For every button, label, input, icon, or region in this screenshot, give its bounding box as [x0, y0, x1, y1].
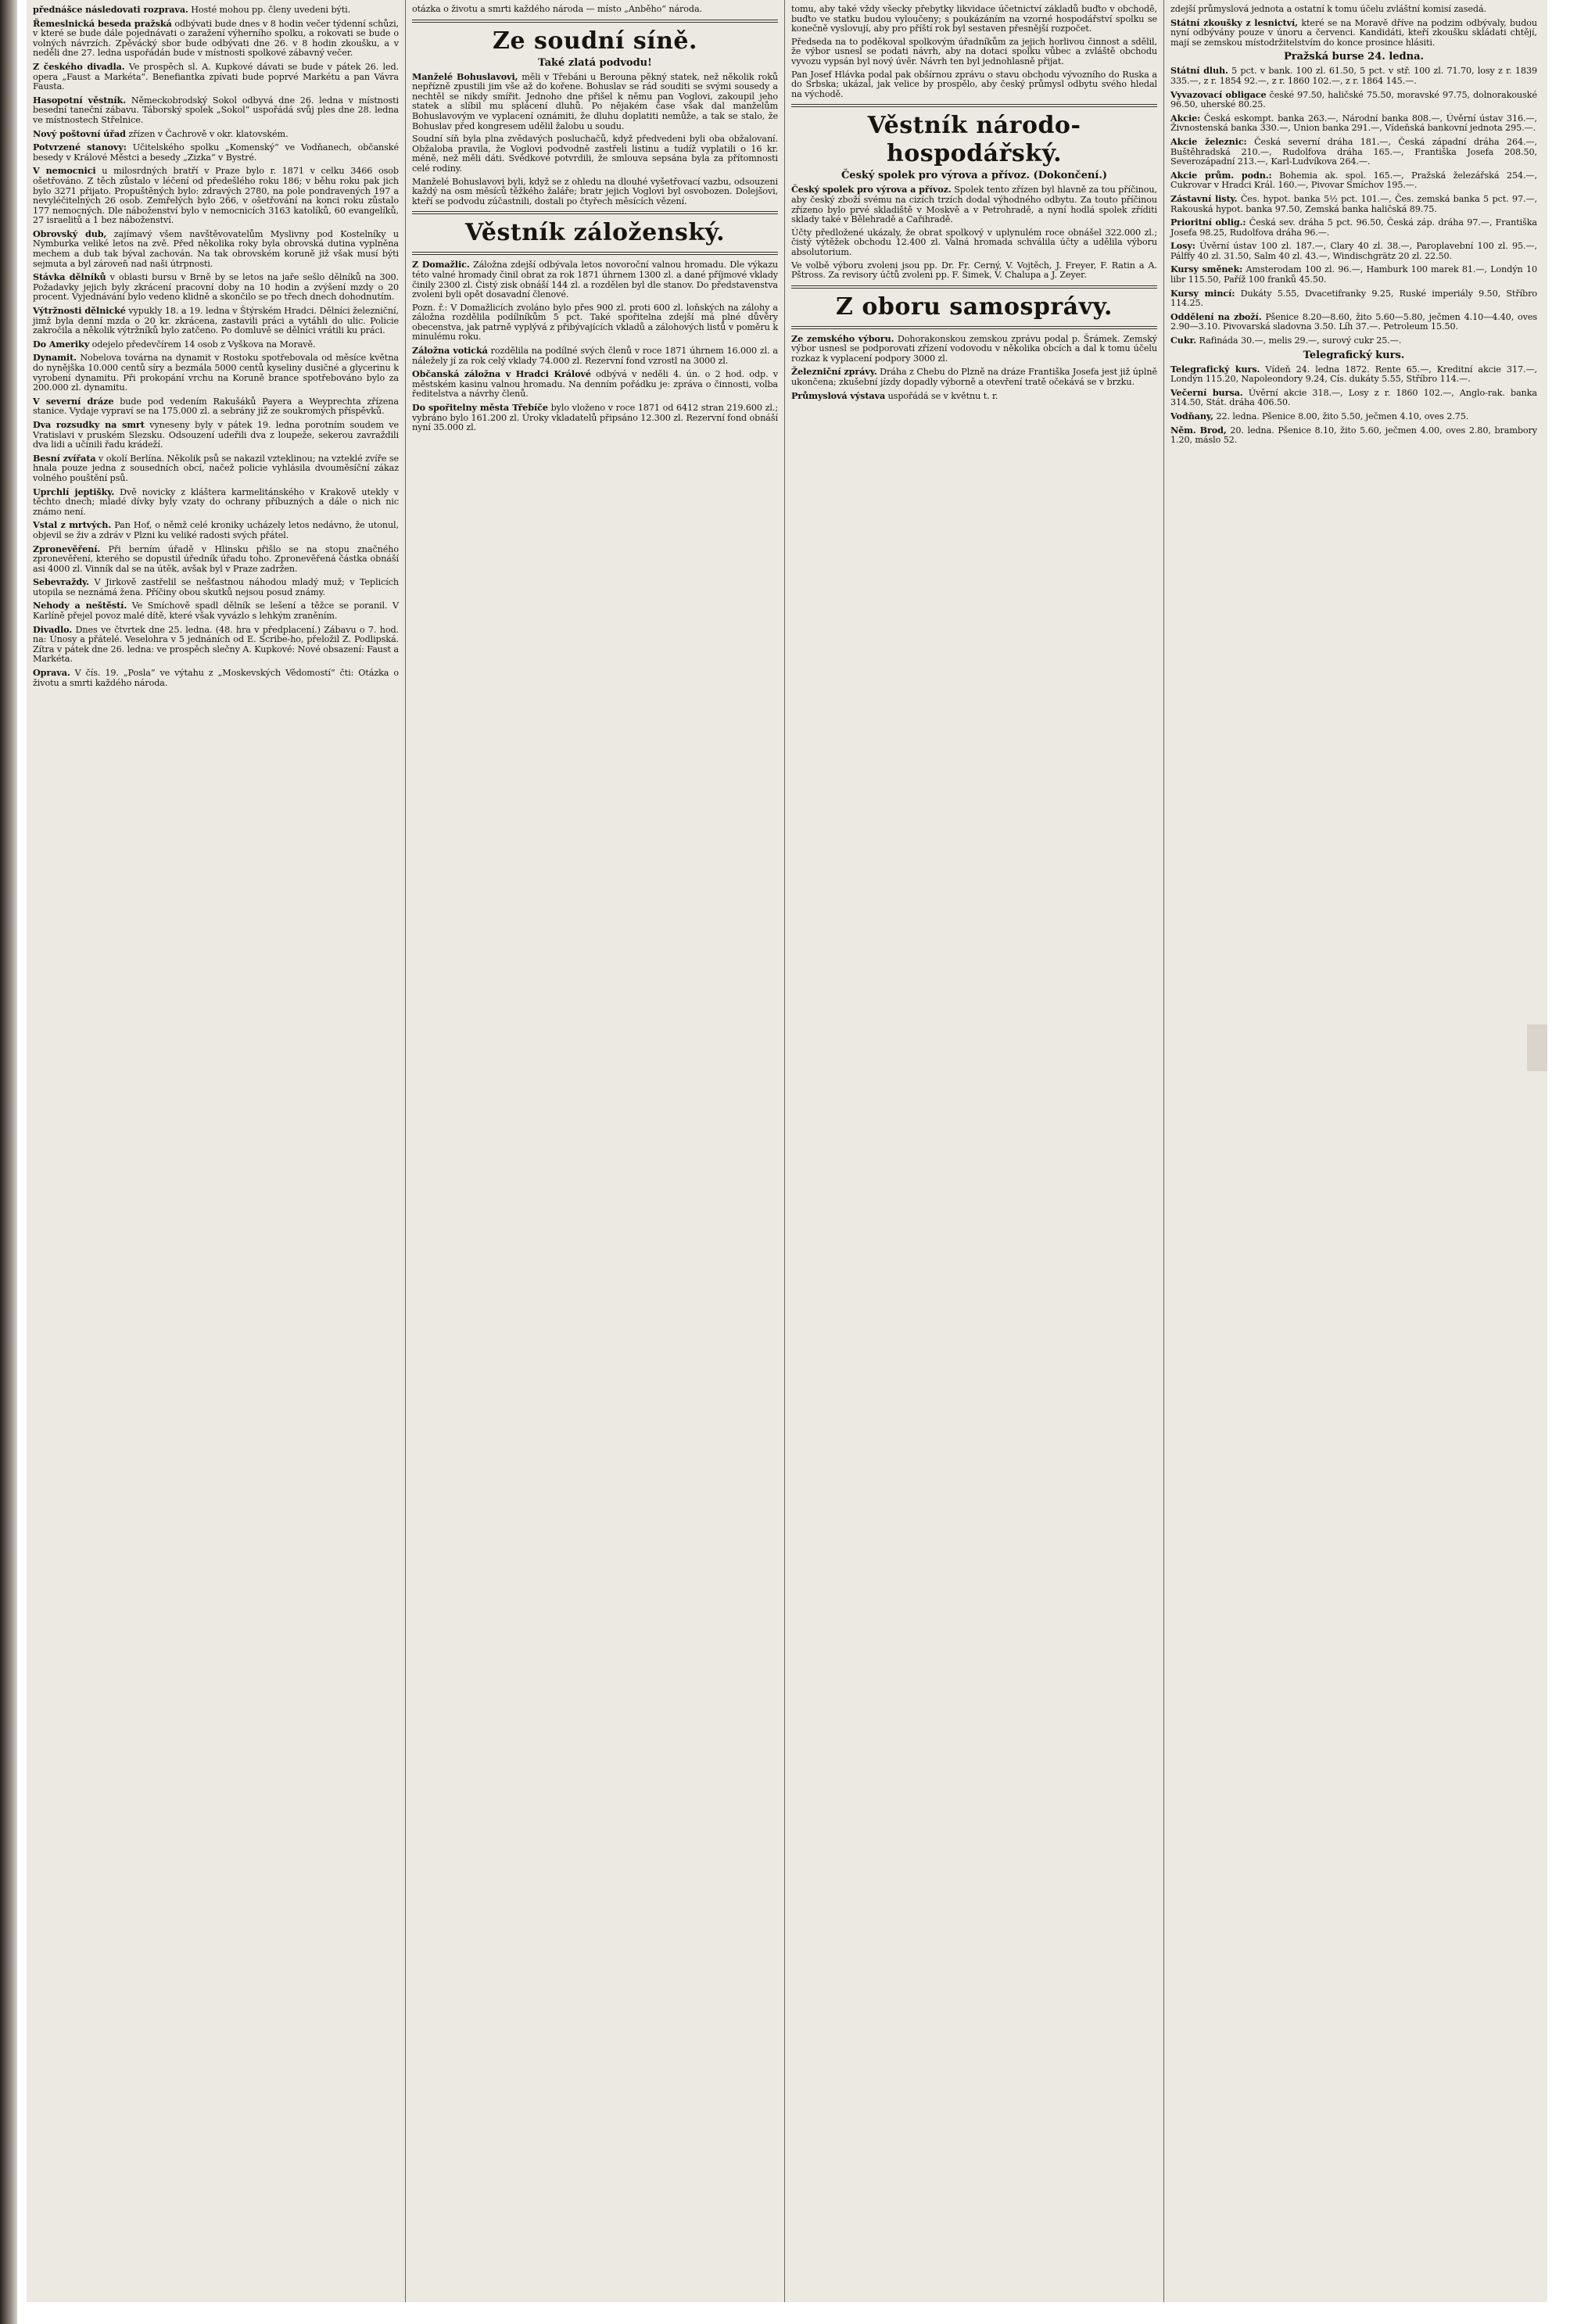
article-heading: Kursy mincí: [1170, 287, 1235, 299]
article-paragraph [1170, 364, 1537, 385]
article-text: Nobelova továrna na dynamit v Rostoku spotřebovala od měsíce května do nynějška 10.000 centů síry a bezmála 5000 centů kyseliny dusičné a glycerinu k vyrobení dynamitu. Při prokopání vrchu na Koruně brance spotřebováno bylo za 200.000 zl. dynamitu. [33, 353, 399, 393]
section-title-burse: Pražská burse 24. ledna. [1283, 51, 1425, 63]
article-text: V čís. 19. „Posla“ ve výtahu z „Moskevských Vědomostí“ čti: Otázka o životu a smrti každého národa. [33, 668, 399, 688]
article-text: Předseda na to poděkoval spolkovým úřadníkům za jejich horlivou činnost a sdělil, že výbor usnesl se podati návrh, aby na dotaci spolku vůbec a zvláště obchodu vyvozu vypsán byl nový úvěr. Návrh ten byl jednohlasně přijat. [791, 36, 1157, 66]
article-paragraph [412, 403, 778, 433]
column-2-top [412, 5, 778, 15]
section-rule [412, 20, 778, 23]
section-rule [791, 326, 1157, 329]
article-text: měli v Třebáni u Berouna pěkný statek, než několik roků nepřízně zpustili jim vše až do kořene. Bohuslav se rád souditi se svými sousedy a nechtěl se nikdy smířit. Jednoho dne přišel k němu pan Voglovi, zakoupil jeho statek a slíbil mu splácení dluhů. Po nějakém čase však dal manželům Bohuslavovým ve vyplacení oznámiti, že dluhu doplatiti nemůže, a tak se stalo, že Bohuslav před kongresem udělil žalobu u soudu. [412, 71, 778, 131]
article-text: Soudní síň byla plna zvědavých posluchačů, když předvedeni byli oba obžalovaní. Obžaloba pravila, že Voglovi podvodně zastřeli listinu a tudíž vyplatili o 16 kr. méně, než měli dáti. Svědkové potvrdili, že smlouva sepsána byla za přítomnosti celé rodiny. [412, 134, 778, 174]
article-heading: Do spořitelny města Třebíče [412, 402, 548, 414]
article-text: Dohorakonskou zemskou zprávu podal p. Šrámek. Zemský výbor usnesl se podporovati zřízení vodovodu v několika obcích a dal k tomu účelu rozkaz k vyplacení podpory 3000 zl. [791, 333, 1157, 364]
article-paragraph [791, 391, 1157, 402]
article-heading: Železniční zprávy. [791, 366, 877, 378]
column-4 [1164, 0, 1543, 2302]
article-heading: Ze zemského výboru. [791, 332, 894, 344]
article-text: tomu, aby také vždy všecky přebytky likvidace účetnictví základů buďto v obchodě, buďto ve statku budou vyloučeny; s poukázáním na vzorné hospodářství spolku se konečně vyslovují, aby pro příští rok byl sestaven přesnější rozpočet. [791, 4, 1157, 34]
article-paragraph [1170, 90, 1537, 110]
article-text: vyneseny byly v pátek 19. ledna porotním soudem ve Vratislavi v pruském Slezsku. Odsouzení udeřili dva z loupeže, sekerou zavraždili dva lidi a učinili řadu krádeží. [33, 419, 399, 450]
article-heading: Záložna votická [412, 345, 488, 357]
article-paragraph [33, 166, 399, 226]
zalozensky-articles [412, 260, 778, 433]
article-text: 5 pct. v bank. 100 zl. 61.50, 5 pct. v stř. 100 zl. 71.70, losy z r. 1839 335.—, z r. 1854 92.—, z r. 1860 102.—, z r. 1864 145.—. [1170, 66, 1537, 86]
article-text: vypukly 18. a 19. ledna v Štýrském Hradci. Dělníci železniční, jimž byla denní mzda o 20 kr. zkrácena, zastavili práci a vytáhli do ulic. Policie zakročila a několik výtržníků bylo zatčeno. Po domluvě se dělníci vrátili ku práci. [33, 306, 399, 336]
article-text: Rafináda 30.—, melis 29.—, surový cukr 25.—. [1199, 335, 1402, 346]
article-heading: Losy: [1170, 240, 1195, 252]
column-layout [27, 0, 1547, 2302]
article-text: odbývati bude dnes v 8 hodin večer týdenní schůzi, v které se bude dále pojednávati o zaražení výherního spolku, a rokovati se bude o volných návrzích. Zpěvácký sbor bude odbývati dne 26. v 8 hodin zkoušku, a v neděli dne 27. ledna uspořádán bude v místnosti spolkové zábavný večer. [33, 18, 399, 59]
article-paragraph [791, 185, 1157, 224]
article-text: Dráha z Chebu do Plzně na dráze Františka Josefa jest již úplně ukončena; zkušební jízdy dopadly výborně a otevření tratě očekává se v brzku. [791, 367, 1157, 388]
article-heading: Oddělení na zboží. [1170, 310, 1262, 322]
article-heading: Potvrzené stanovy: [33, 142, 127, 153]
article-heading: Sebevraždy. [33, 576, 89, 588]
article-text: Pšenice 8.20—8.60, žito 5.60—5.80, ječmen 4.10—4.40, oves 2.90—3.10. Pivovarská sladovna 3.50. Líh 37.—. Petroleum 15.50. [1170, 311, 1537, 332]
article-text: Pozn. ř.: V Domažlicích zvoláno bylo přes 900 zl. proti 600 zl. loňských na zálohy a záložna rozdělila podílníkům 5 pct. Také spořitelna zdejší má plné důvěry obecenstva, jak patrně vyplývá z přibývajících vkladů a zálohových listů v poměru k minulému roku. [412, 302, 778, 343]
article-paragraph [33, 142, 399, 163]
article-heading: V nemocnici [33, 165, 96, 177]
article-paragraph [1170, 388, 1537, 408]
column-1 [27, 0, 406, 2302]
article-text: Česká eskompt. banka 263.—, Národní banka 808.—, Úvěrní ústav 316.—, Živnostenská banka 330.—, Union banka 291.—, Vídeňská bankovní jednota 295.—. [1170, 113, 1537, 134]
section-title-zalozensky: Věstník záloženský. [464, 219, 726, 247]
article-paragraph [33, 454, 399, 484]
article-heading: Kursy směnek: [1170, 264, 1243, 275]
article-paragraph [33, 668, 399, 688]
article-text: které se na Moravě dříve na podzim odbývaly, budou nyní odbývány pouze v únoru a červenci. Kandidáti, kteří zkoušku skládati chtějí, mají se zemskou místodržitelstvím do konce prosince hlásiti. [1170, 17, 1537, 48]
narodo-articles [791, 185, 1157, 280]
article-text: V Jirkově zastřelil se nešťastnou náhodou mladý muž; v Teplicích utopila se neznámá žena. Příčiny obou skutků nejsou posud známy. [33, 577, 399, 597]
article-paragraph [1170, 18, 1537, 48]
article-paragraph [1170, 5, 1537, 15]
article-paragraph [33, 62, 399, 92]
article-paragraph [412, 5, 778, 15]
article-paragraph [412, 72, 778, 132]
article-paragraph [1170, 335, 1537, 346]
article-paragraph [33, 339, 399, 350]
article-text: zdejší průmyslová jednota a ostatní k tomu účelu zvláštní komisí zasedá. [1170, 4, 1486, 14]
article-heading: Zástavní listy. [1170, 192, 1238, 204]
article-text: Pan Hof, o němž celé kroniky ucházely letos nedávno, že utonul, objevil se živ a zdráv v Plzni ku veliké radosti svých přátel. [33, 520, 399, 540]
article-heading: Večerní bursa. [1170, 386, 1243, 398]
article-heading: Z Domažlic. [412, 259, 470, 271]
article-text: Účty předložené ukázaly, že obrat spolkový v uplynulém roce obnášel 322.000 zl.; čistý výtěžek obchodu 12.400 zl. Valná hromada schválila účty a udělila výboru absolutorium. [791, 227, 1157, 257]
article-heading: Vyvazovací obligace [1170, 88, 1267, 100]
article-paragraph [33, 487, 399, 518]
telegraf-articles [1170, 364, 1537, 446]
article-text: otázka o životu a smrti každého národa — místo „Anběho“ národa. [412, 4, 702, 14]
article-heading: Oprava. [33, 667, 70, 679]
article-paragraph [791, 334, 1157, 364]
article-paragraph [33, 544, 399, 575]
article-heading: Akcie prům. podn.: [1170, 169, 1272, 181]
section-title-soudni: Ze soudní síně. [493, 27, 697, 55]
article-text: Úvěrní ústav 100 zl. 187.—, Clary 40 zl. 38.—, Paroplavební 100 zl. 95.—, Pálffy 40 zl. 31.50, Salm 40 zl. 43.—, Windischgrätz 20 zl. 22.50. [1170, 241, 1538, 261]
article-paragraph [33, 353, 399, 393]
section-subtitle-narodo: Český spolek pro výrova a přívoz. (Dokončení.) [841, 170, 1108, 182]
article-paragraph [1170, 425, 1537, 446]
article-text: Bohemia ak. spol. 165.—, Pražská železářská 254.—, Cukrovar v Hradci Král. 160.—, Pivovar Smíchov 195.—. [1170, 170, 1537, 191]
article-paragraph [791, 70, 1157, 100]
article-paragraph [33, 229, 399, 269]
article-text: Česká sev. dráha 5 pct. 96.50, Česká záp. dráha 97.—, Františka Josefa 98.25, Rudolfova dráha 96.—. [1170, 217, 1537, 238]
article-paragraph [412, 134, 778, 174]
article-heading: Manželé Bohuslavovi, [412, 70, 518, 82]
section-rule [791, 104, 1157, 107]
soudni-articles [412, 72, 778, 207]
article-text: Ve Smíchově spadl dělník se lešení a těžce se poranil. V Karlíně přejel povoz malé dítě, které však vyvázlo s lehkým zraněním. [33, 601, 399, 622]
article-heading: Státní dluh. [1170, 65, 1228, 77]
article-heading: Nehody a neštěstí. [33, 600, 127, 611]
column-3-top [791, 5, 1157, 99]
article-heading: V severní dráze [33, 395, 114, 407]
article-paragraph [1170, 66, 1537, 86]
article-text: bylo vloženo v roce 1871 od 6412 stran 219.600 zl.; vybráno bylo 161.200 zl. Úroky vkladatelů připsáno 12.300 zl. Rezervní fond obnáší nyní 35.000 zl. [412, 403, 778, 433]
article-text: 22. ledna. Pšenice 8.00, žito 5.50, ječmen 4.10, oves 2.75. [1216, 411, 1469, 421]
article-paragraph [1170, 217, 1537, 238]
article-heading: Vodňany, [1170, 411, 1213, 421]
article-heading: Zpronevěření. [33, 543, 101, 554]
article-heading: Do Ameriky [33, 338, 90, 350]
newspaper-sheet [27, 0, 1547, 2302]
article-heading: Divadlo. [33, 623, 73, 635]
article-heading: Z českého divadla. [33, 60, 125, 72]
article-paragraph [791, 5, 1157, 34]
article-paragraph [1170, 241, 1537, 261]
article-text: Ve volbě výboru zvoleni jsou pp. Dr. Fr. Cerný, V. Vojtěch, J. Freyer, F. Ratin a A. Pštross. Za revisory účtů zvoleni pp. F. Šimek, V. Chalupa a J. Zeyer. [791, 260, 1157, 281]
article-heading: Dynamit. [33, 352, 77, 364]
article-heading: Nový poštovní úřad [33, 127, 126, 139]
article-heading: Stávka dělníků [33, 271, 106, 283]
burse-articles [1170, 66, 1537, 346]
article-paragraph [412, 346, 778, 366]
section-subtitle-soudni: Také zlatá podvodu! [538, 56, 652, 69]
section-rule [412, 252, 778, 255]
article-text: Ve prospěch sl. A. Kupkové dávati se bude v pátek 26. led. opera „Faust a Markéta“. Benefiantka zpívati bude poprvé Markétu a pan Vávra Fausta. [33, 61, 399, 92]
article-paragraph [33, 601, 399, 621]
article-paragraph [1170, 137, 1537, 167]
section-rule [412, 211, 778, 214]
article-paragraph [412, 369, 778, 400]
article-text: Česká severní dráha 181.—, Česká západní dráha 264.—, Buštěhradská 210.—, Rudolfova dráha 165.—, Františka Josefa 208.50, Severozápadní 213.—, Karl-Ludvíkova 264.—. [1170, 136, 1537, 167]
article-heading: Výtržnosti dělnické [33, 305, 126, 317]
article-text: Pan Josef Hlávka podal pak obšírnou zprávu o stavu obchodu vývozního do Ruska a do Srbska; ukázal, jak velice by prospělo, aby český průmysl odbytu svého hledal na východě. [791, 69, 1157, 99]
article-text: Záložna zdejší odbývala letos novoroční valnou hromadu. Dle výkazu této valné hromady činil obrat za rok 1871 úhrnem 1300 zl. a dané příjmové vklady činily 2300 zl. Čistý zisk obnáší 144 zl. a rozdělen byl dle stanov. Do představenstva zvoleni byli opět dosavadní členové. [412, 260, 778, 300]
article-paragraph [412, 178, 778, 207]
article-heading: přednášce následovati rozprava. [33, 4, 188, 15]
article-text: zajímavý všem navštěvovatelům Myslivny pod Kostelníky u Nymburka veliké letos na zvě. Před několika roky byla obrovská dutina vyplněna mechem a dub tak býval zachován. Na tak obrovském koruně již však musí býti sejmuta a byl zároveň nad naši útrpnosti. [33, 228, 399, 269]
article-text: zřízen v Čachrově v okr. klatovském. [128, 128, 289, 139]
article-text: Učitelského spolku „Komenský“ ve Vodňanech, občanské besedy v Králové Městci a besedy „Zizka“ v Bystré. [33, 142, 399, 163]
article-paragraph [1170, 289, 1537, 309]
article-text: Vídeň 24. ledna 1872. Rente 65.—, Kreditní akcie 317.—, Londýn 115.20, Napoleondory 9.24, Cís. dukáty 5.55, Stříbro 114.—. [1170, 364, 1537, 385]
samosprava-articles [791, 334, 1157, 402]
article-paragraph [791, 228, 1157, 258]
section-title-narodo: Věstník národo-hospodářský. [867, 112, 1081, 168]
article-text: Úvěrní akcie 318.—, Losy z r. 1860 102.—, Anglo-rak. banka 314.50, Stát. dráha 406.50. [1170, 387, 1537, 408]
article-heading: Řemeslnická beseda pražská [33, 17, 172, 29]
article-text: uspořádá se v květnu t. r. [887, 390, 998, 401]
article-paragraph [33, 129, 399, 140]
article-text: Dvě novicky z kláštera karmelitánského v Krakově utekly v těchto dnech; mladé dívky byly vzaty do ochrany příbuzných a dále o nich nic známo není. [33, 486, 399, 517]
article-text: Manželé Bohuslavovi byli, když se z ohledu na dlouhé vyšetřovací vazbu, odsouzeni každý na osm měsíců těžkého žaláře; bratr jejich Voglovi byl osvobozen. Dolejšovi, kteří se podvodu zúčastnili, dostali po čtyřech měsících vězení. [412, 176, 778, 206]
page-binding-edge [0, 0, 17, 2324]
article-text: Německobrodský Sokol odbyvá dne 26. ledna v místnosti besední taneční zábavu. Táborský spolek „Sokol“ uspořádá svůj ples dne 28. ledna ve místnostech Střelnice. [33, 95, 399, 125]
article-text: Při berním úřadě v Hlinsku přišlo se na stopu značného zpronevěření, kterého se dopustil úředník úřadu toho. Zpronevěřená částka obnáší asi 4000 zl. Vinník dal se na útěk, avšak byl v Praze zadržen. [33, 543, 399, 574]
column-3 [785, 0, 1164, 2302]
section-title-samosprava: Z oboru samosprávy. [836, 292, 1113, 321]
article-paragraph [33, 520, 399, 540]
section-rule [791, 285, 1157, 289]
article-heading: Vstal z mrtvých. [33, 519, 112, 531]
article-heading: Uprchlí jeptišky. [33, 486, 115, 497]
article-heading: Telegrafický kurs. [1170, 363, 1260, 375]
article-paragraph [33, 420, 399, 450]
article-paragraph [412, 303, 778, 343]
article-paragraph [33, 306, 399, 336]
article-text: bude pod vedením Rakušáků Payera a Weyprechta zřízena stanice. Vydaje vypraví se na 175.000 zl. a sebrány již ze soukromých příspěvků. [33, 396, 399, 417]
article-heading: Občanská záložna v Hradci Králové [412, 368, 591, 380]
article-paragraph [33, 5, 399, 16]
article-paragraph [1170, 312, 1537, 332]
article-text: Amsterodam 100 zl. 96.—, Hamburk 100 marek 81.—, Londýn 10 libr 115.50, Paříž 100 franků 45.50. [1170, 264, 1537, 285]
article-text: 20. ledna. Pšenice 8.10, žito 5.60, ječmen 4.00, oves 2.80, brambory 1.20, máslo 52. [1170, 425, 1537, 446]
article-text: Čes. hypot. banka 5½ pct. 101.—, Čes. zemská banka 5 pct. 97.—, Rakouská hypot. banka 97.50, Zemská banka haličská 89.75. [1170, 193, 1537, 214]
article-paragraph [1170, 411, 1537, 422]
article-heading: Státní zkoušky z lesnictví, [1170, 16, 1298, 28]
article-heading: Hasopotní věstník. [33, 94, 126, 106]
article-heading: Dva rozsudky na smrt [33, 418, 145, 430]
article-paragraph [33, 272, 399, 303]
article-paragraph [33, 19, 399, 59]
article-paragraph [33, 95, 399, 126]
article-paragraph [1170, 170, 1537, 191]
article-heading: Něm. Brod, [1170, 424, 1227, 436]
article-text: rozdělila na podílné svých členů v roce 1871 úhrnem 16.000 zl. a náležely jí za rok celý vklady 74.000 zl. Rezervní fond vzrostl na 3000 zl. [412, 346, 778, 366]
page-tape-mark [1527, 1024, 1547, 1071]
article-heading: Prioritní oblig.: [1170, 217, 1246, 228]
article-text: Dukáty 5.55, Dvacetifranky 9.25, Ruské imperiály 9.50, Stříbro 114.25. [1170, 288, 1537, 309]
article-text: odejelo předevčírem 14 osob z Vyškova na Moravě. [91, 339, 316, 350]
article-heading: Akcie železnic: [1170, 135, 1247, 147]
article-text: odbývá v neděli 4. ún. o 2 hod. odp. v městském kasinu valnou hromadu. Na denním pořádku je: zpráva o činnosti, volba ředitelstva a návrhy členů. [412, 369, 778, 400]
article-paragraph [1170, 264, 1537, 285]
article-paragraph [791, 367, 1157, 387]
article-heading: Obrovský dub, [33, 228, 107, 239]
article-heading: Český spolek pro výrova a přívoz. [791, 184, 952, 195]
article-heading: Cukr. [1170, 335, 1197, 346]
article-text: Hosté mohou pp. členy uvedeni býti. [191, 5, 351, 15]
article-paragraph [791, 261, 1157, 281]
article-text: Dnes ve čtvrtek dne 25. ledna. (48. hra v předplacení.) Zábavu o 7. hod. na: Únosy a přátelé. Veselohra v 5 jednáních od E. Scribe-ho, přeložil Z. Podlipská. Zítra v pátek dne 26. ledna: ve prospěch slečny A. Kupkové: Nové obsazení: Faust a Markéta. [33, 624, 399, 665]
article-paragraph [33, 577, 399, 597]
article-heading: Akcie: [1170, 112, 1201, 124]
article-text: Spolek tento zřízen byl hlavně za tou příčinou, aby český zboží svému na cizích trzích dodal výhodného odbytu. Za touto příčinou zřízeno bylo prvé skladiště v Moskvě a v Petrohradě, a nyní hodlá spolek zříditi sklady také v Bělehradě a Cařihradě. [791, 185, 1157, 225]
article-text: v okolí Berlína. Několik psů se nakazil vzteklinou; na vzteklé zvíře se hnala pouze jedna z sousedních obcí, načež policie vyhlásila dvouměsíční zákaz volného pouštění psů. [33, 453, 399, 483]
column-2 [406, 0, 785, 2302]
column-4-top [1170, 5, 1537, 48]
article-paragraph [1170, 113, 1537, 134]
article-text: české 97.50, haličské 75.50, moravské 97.75, dolnorakouské 96.50, uherské 80.25. [1170, 89, 1537, 110]
article-paragraph [33, 396, 399, 417]
article-paragraph [33, 625, 399, 665]
article-heading: Průmyslová výstava [791, 389, 886, 401]
section-title-telegraf: Telegrafický kurs. [1303, 349, 1405, 361]
article-paragraph [791, 38, 1157, 67]
article-paragraph [1170, 194, 1537, 214]
article-heading: Besní zvířata [33, 452, 96, 464]
article-text: v oblasti bursu v Brně by se letos na jaře sešlo dělníků na 300. Požadavky jejich byly zkrácení pracovní doby na 10 hodin a zvýšení mzdy o 20 procent. Vyjednávání bylo vedeno klidně a skončilo se po třech dnech dohodnutím. [33, 272, 399, 303]
article-paragraph [412, 260, 778, 299]
article-text: u milosrdných bratří v Praze bylo r. 1871 v celku 3466 osob ošetřováno. Z těch zůstalo v léčení od předešlého roku 186; v běhu roku pak jich bylo 3271 přijato. Propuštěných bylo: zdravých 2780, na pole pondravených 197 a nevyléčitelných 26 osob. Zemřelých bylo 266, v ošetřování na konci roku zůstalo 177 nemocných. Dle náboženství bylo v nemocnicích 3163 katolíků, 60 evangelíků, 27 israelitů a 1 bez náboženství. [33, 166, 399, 226]
